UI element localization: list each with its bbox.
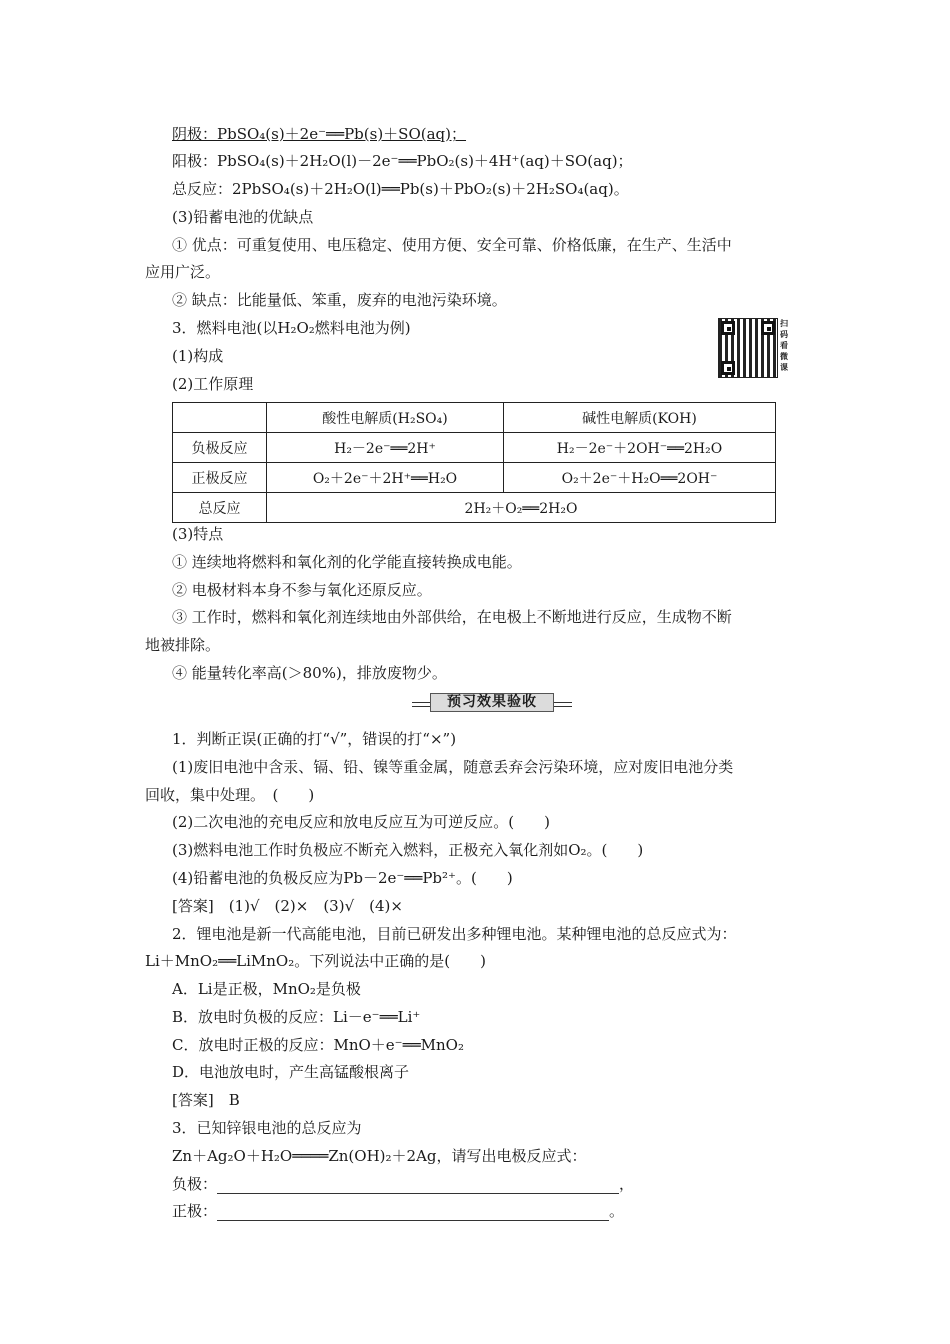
table-cell: 负极反应: [173, 433, 267, 463]
banner-title: 预习效果验收: [430, 693, 554, 712]
pros-cons-heading: (3)铅蓄电池的优缺点: [172, 208, 314, 226]
pros-line-2: 应用广泛。: [145, 263, 221, 281]
table-row: [173, 463, 776, 493]
feature-3-line-1: ③ 工作时，燃料和氧化剂连续地由外部供给，在电极上不断地进行反应，生成物不断: [172, 608, 732, 626]
table-cell: 2H₂＋O₂══2H₂O: [267, 493, 776, 523]
q3-negative-row: [172, 1174, 634, 1194]
q1-item-4: (4)铅蓄电池的负极反应为Pb－2e⁻══Pb²⁺。( ): [172, 869, 513, 887]
feature-1: ① 连续地将燃料和氧化剂的化学能直接转换成电能。: [172, 553, 522, 571]
q1-item-2: (2)二次电池的充电反应和放电反应互为可逆反应。( ): [172, 813, 550, 831]
anode-reaction: 阳极：PbSO₄(s)＋2H₂O(l)－2e⁻══PbO₂(s)＋4H⁺(aq)＋SO(aq)；: [172, 152, 633, 170]
qr-label: 扫码看微课: [780, 319, 788, 372]
table-cell: H₂－2e⁻＋2OH⁻══2H₂O: [504, 433, 776, 463]
table-row: [173, 493, 776, 523]
table-cell: 正极反应: [173, 463, 267, 493]
pros-line-1: ① 优点：可重复使用、电压稳定、使用方便、安全可靠、价格低廉，在生产、生活中: [172, 236, 732, 254]
q3-positive-end: 。: [609, 1202, 625, 1220]
q3-negative-answer-blank[interactable]: [217, 1178, 619, 1194]
fuel-cell-heading: 3．燃料电池(以H₂O₂燃料电池为例): [172, 319, 411, 337]
q2-option-d: D．电池放电时，产生高锰酸根离子: [172, 1063, 410, 1081]
q2-line-2: Li＋MnO₂══LiMnO₂。下列说法中正确的是( ): [145, 952, 486, 970]
q3-title: 3．已知锌银电池的总反应为: [172, 1119, 362, 1137]
q3-negative-end: ，: [619, 1175, 635, 1193]
q3-negative-label: 负极：: [172, 1175, 218, 1193]
q1-item-3: (3)燃料电池工作时负极应不断充入燃料，正极充入氧化剂如O₂。( ): [172, 841, 644, 859]
q3-positive-row: [172, 1201, 624, 1221]
q2-line-1: 2．锂电池是新一代高能电池，目前已研发出多种锂电池。某种锂电池的总反应式为：: [172, 925, 737, 943]
banner-rule-right: [552, 702, 572, 707]
table-cell: H₂－2e⁻══2H⁺: [267, 433, 504, 463]
q1-answer: [答案] (1)√ (2)× (3)√ (4)×: [172, 897, 403, 915]
table-cell: O₂＋2e⁻＋2H⁺══H₂O: [267, 463, 504, 493]
q3-equation: Zn＋Ag₂O＋H₂O════Zn(OH)₂＋2Ag，请写出电极反应式：: [172, 1147, 587, 1165]
feature-2: ② 电极材料本身不参与氧化还原反应。: [172, 581, 432, 599]
q1-title: 1．判断正误(正确的打“√”，错误的打“×”): [172, 730, 457, 748]
table-cell: 总反应: [173, 493, 267, 523]
section-banner: [412, 693, 572, 713]
table-row: [173, 433, 776, 463]
table-header-row: [173, 403, 776, 433]
q3-positive-answer-blank[interactable]: [217, 1205, 609, 1221]
q1-item-1-line-2: 回收，集中处理。 ( ): [145, 786, 315, 804]
q1-item-1-line-1: (1)废旧电池中含汞、镉、铅、镍等重金属，随意丢弃会污染环境，应对废旧电池分类: [172, 758, 734, 776]
q2-option-b: B．放电时负极的反应：Li－e⁻══Li⁺: [172, 1008, 421, 1026]
total-reaction: 总反应：2PbSO₄(s)＋2H₂O(l)══Pb(s)＋PbO₂(s)＋2H₂SO₄(aq)。: [172, 180, 629, 198]
q3-positive-label: 正极：: [172, 1202, 218, 1220]
q2-option-c: C．放电时正极的反应：MnO＋e⁻══MnO₂: [172, 1036, 464, 1054]
table-header-cell: 酸性电解质(H₂SO₄): [267, 403, 504, 433]
banner-rule-left: [412, 702, 432, 707]
q2-option-a: A．Li是正极，MnO₂是负极: [172, 980, 361, 998]
feature-4: ④ 能量转化率高(＞80%)，排放废物少。: [172, 664, 447, 682]
qr-code-icon[interactable]: [718, 318, 778, 378]
fuel-cell-table: [172, 402, 776, 523]
features-heading: (3)特点: [172, 525, 224, 543]
table-header-cell: [173, 403, 267, 433]
principle-heading: (2)工作原理: [172, 375, 254, 393]
table-header-cell: 碱性电解质(KOH): [504, 403, 776, 433]
cons-line: ② 缺点：比能量低、笨重，废弃的电池污染环境。: [172, 291, 507, 309]
composition-heading: (1)构成: [172, 347, 224, 365]
table-cell: O₂＋2e⁻＋H₂O══2OH⁻: [504, 463, 776, 493]
feature-3-line-2: 地被排除。: [145, 636, 221, 654]
cathode-reaction: 阴极：PbSO₄(s)＋2e⁻══Pb(s)＋SO(aq)；: [172, 125, 467, 143]
q2-answer: [答案] B: [172, 1091, 240, 1109]
